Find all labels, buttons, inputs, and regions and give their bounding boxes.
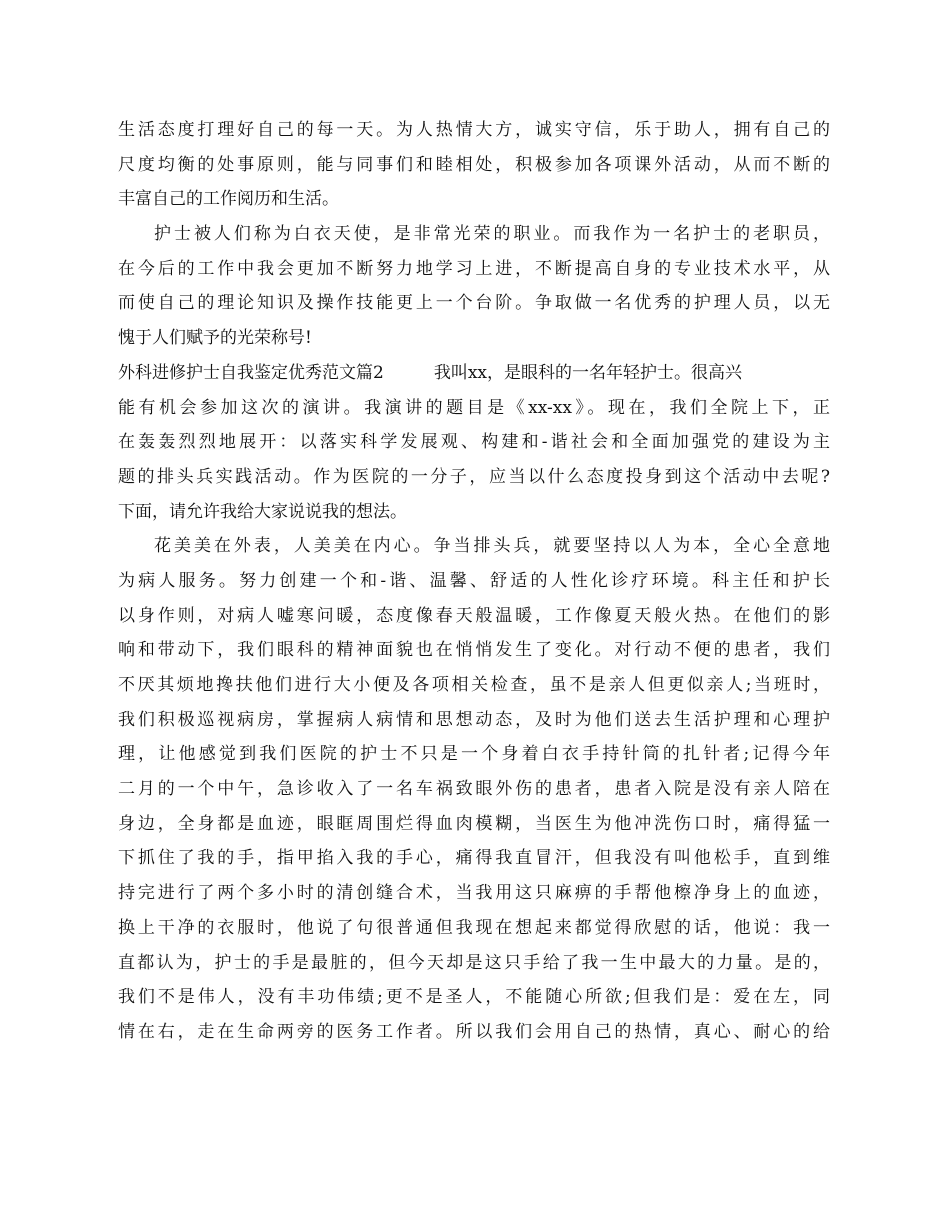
text-line: 直都认为，护士的手是最脏的，但今天却是这只手给了我一生中最大的力量。是的，: [118, 952, 830, 973]
text-line: 愧于人们赋予的光荣称号!: [118, 328, 312, 349]
text-line: 能有机会参加这次的演讲。我演讲的题目是《xx-xx》。现在，我们全院上下，正: [118, 397, 830, 418]
text-line: 下抓住了我的手，指甲掐入我的手心，痛得我直冒汗，但我没有叫他松手，直到维: [118, 848, 830, 869]
text-line: 在轰轰烈烈地展开：以落实科学发展观、构建和-谐社会和全面加强党的建设为主: [118, 432, 830, 453]
text-line: 在今后的工作中我会更加不断努力地学习上进，不断提高自身的专业技术水平，从: [118, 258, 830, 279]
paragraph-group-2: [118, 391, 830, 1050]
text-line: 以身作则，对病人嘘寒问暖，态度像春天般温暖，工作像夏天般火热。在他们的影: [118, 605, 830, 626]
section-2-first-line: 我叫xx，是眼科的一名年轻护士。很高兴: [433, 362, 743, 383]
text-line: 我们积极巡视病房，掌握病人病情和思想动态，及时为他们送去生活护理和心理护: [118, 709, 830, 730]
section-2-title: 外科进修护士自我鉴定优秀范文篇2: [118, 362, 384, 383]
section-2-heading-line: [118, 356, 830, 391]
text-line: 换上干净的衣服时，他说了句很普通但我现在想起来都觉得欣慰的话，他说：我一: [118, 917, 830, 938]
text-line: 护士被人们称为白衣天使，是非常光荣的职业。而我作为一名护士的老职员，: [154, 224, 830, 245]
text-line: 生活态度打理好自己的每一天。为人热情大方，诚实守信，乐于助人，拥有自己的: [118, 120, 830, 140]
text-line: 题的排头兵实践活动。作为医院的一分子，应当以什么态度投身到这个活动中去呢?: [118, 466, 830, 487]
text-line: 丰富自己的工作阅历和生活。: [118, 189, 339, 210]
text-line: 我们不是伟人，没有丰功伟绩;更不是圣人，不能随心所欲;但我们是：爱在左，同: [118, 987, 830, 1008]
text-line: 下面，请允许我给大家说说我的想法。: [118, 501, 407, 522]
text-line: 持完进行了两个多小时的清创缝合术，当我用这只麻痹的手帮他檫净身上的血迹，: [118, 883, 830, 904]
text-line: 二月的一个中午，急诊收入了一名车祸致眼外伤的患者，患者入院是没有亲人陪在: [118, 779, 830, 800]
text-line: 身边，全身都是血迹，眼眶周围烂得血肉模糊，当医生为他冲洗伤口时，痛得猛一: [118, 813, 830, 834]
text-line: 情在右，走在生命两旁的医务工作者。所以我们会用自己的热情，真心、耐心的给: [118, 1021, 830, 1042]
text-line: 尺度均衡的处事原则，能与同事们和睦相处，积极参加各项课外活动，从而不断的: [118, 154, 830, 175]
text-line: 为病人服务。努力创建一个和-谐、温馨、舒适的人性化诊疗环境。科主任和护长: [118, 570, 830, 591]
document-body: [118, 113, 830, 1050]
text-line: 花美美在外表，人美美在内心。争当排头兵，就要坚持以人为本，全心全意地: [154, 536, 830, 557]
text-line: 不厌其烦地搀扶他们进行大小便及各项相关检查，虽不是亲人但更似亲人;当班时，: [118, 675, 830, 695]
text-line: 响和带动下，我们眼科的精神面貌也在悄悄发生了变化。对行动不便的患者，我们: [118, 640, 830, 661]
text-line: 而使自己的理论知识及操作技能更上一个台阶。争取做一名优秀的护理人员，以无: [118, 293, 830, 314]
paragraph-group-1: [118, 113, 830, 356]
text-line: 理，让他感觉到我们医院的护士不只是一个身着白衣手持针筒的扎针者;记得今年: [118, 744, 830, 765]
